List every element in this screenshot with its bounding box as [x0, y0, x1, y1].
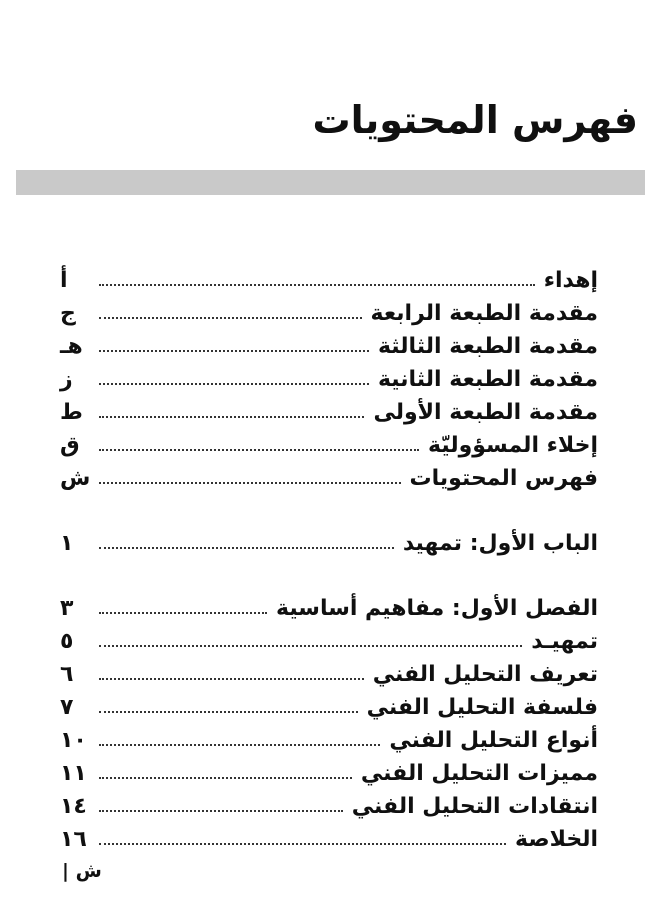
toc-entry-label: فلسفة التحليل الفني: [366, 695, 598, 720]
toc-section: [60, 592, 598, 856]
toc-entry-page: ٦: [60, 662, 74, 687]
toc-entry: [60, 527, 598, 560]
toc-leader-dots: [99, 330, 369, 352]
title-divider-bar: [16, 170, 645, 195]
toc-entry-label: الباب الأول: تمهيد: [402, 531, 598, 556]
toc-list: [60, 264, 598, 856]
toc-leader-dots: [99, 429, 419, 451]
toc-entry: [60, 757, 598, 790]
toc-entry-page: ١٤: [60, 794, 87, 819]
toc-entry-page: ٥: [60, 629, 74, 654]
toc-entry-page: ط: [60, 400, 83, 425]
toc-leader-dots: [99, 823, 506, 845]
toc-leader-dots: [99, 527, 394, 549]
toc-entry-page: ٣: [60, 596, 74, 621]
toc-entry: [60, 330, 598, 363]
toc-entry-page: ش: [60, 466, 91, 491]
toc-entry-label: الخلاصة: [515, 827, 598, 852]
toc-leader-dots: [99, 396, 364, 418]
toc-entry-page: أ: [60, 268, 68, 293]
toc-entry: [60, 396, 598, 429]
toc-entry-page: ١٦: [60, 827, 87, 852]
toc-section: [60, 527, 598, 560]
toc-leader-dots: [99, 691, 358, 713]
toc-entry-page: ٧: [60, 695, 74, 720]
toc-entry-page: ١: [60, 531, 74, 556]
toc-leader-dots: [99, 462, 400, 484]
toc-leader-dots: [99, 625, 522, 647]
toc-entry: [60, 790, 598, 823]
toc-entry-label: الفصل الأول: مفاهيم أساسية: [275, 596, 598, 621]
toc-entry-page: ز: [60, 367, 73, 392]
toc-entry-page: ١٠: [60, 728, 87, 753]
toc-entry-label: إهداء: [543, 268, 598, 293]
page-title: فهرس المحتويات: [312, 98, 638, 142]
toc-section: [60, 264, 598, 495]
toc-leader-dots: [99, 592, 267, 614]
toc-entry-label: تعريف التحليل الفني: [372, 662, 598, 687]
toc-entry: [60, 429, 598, 462]
toc-entry: [60, 724, 598, 757]
toc-entry-label: مميزات التحليل الفني: [360, 761, 598, 786]
toc-entry-label: انتقادات التحليل الفني: [351, 794, 598, 819]
toc-leader-dots: [99, 790, 343, 812]
toc-leader-dots: [99, 297, 362, 319]
toc-leader-dots: [99, 658, 364, 680]
toc-entry: [60, 823, 598, 856]
page-footer: | ش: [62, 860, 102, 882]
toc-entry: [60, 264, 598, 297]
toc-entry-label: فهرس المحتويات: [409, 466, 598, 491]
toc-entry-page: ج: [60, 301, 76, 326]
toc-entry: [60, 297, 598, 330]
toc-entry-label: أنواع التحليل الفني: [389, 728, 598, 753]
toc-entry: [60, 691, 598, 724]
toc-entry-label: إخلاء المسؤوليّة: [428, 433, 598, 458]
toc-entry-label: مقدمة الطبعة الثالثة: [377, 334, 598, 359]
toc-entry-label: مقدمة الطبعة الثانية: [377, 367, 598, 392]
toc-entry-label: مقدمة الطبعة الرابعة: [370, 301, 598, 326]
toc-leader-dots: [99, 264, 535, 286]
toc-entry-label: مقدمة الطبعة الأولى: [373, 400, 598, 425]
toc-entry-page: ١١: [60, 761, 87, 786]
toc-entry: [60, 658, 598, 691]
toc-entry-page: ق: [60, 433, 80, 458]
toc-entry: [60, 625, 598, 658]
toc-leader-dots: [99, 757, 352, 779]
toc-entry: [60, 592, 598, 625]
toc-entry: [60, 363, 598, 396]
toc-leader-dots: [99, 363, 369, 385]
toc-entry-label: تمهيـد: [531, 629, 598, 654]
toc-entry: [60, 462, 598, 495]
toc-leader-dots: [99, 724, 380, 746]
toc-entry-page: هـ: [60, 334, 83, 359]
